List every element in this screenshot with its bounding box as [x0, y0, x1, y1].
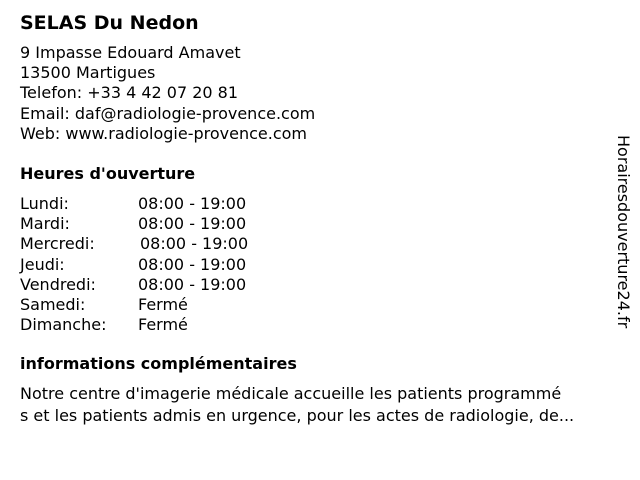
street-address: 9 Impasse Edouard Amavet [20, 43, 241, 62]
website-address: Web: www.radiologie-provence.com [20, 123, 307, 143]
hours-time: Fermé [138, 315, 188, 335]
hours-day: Mardi: [20, 214, 70, 234]
hours-day: Jeudi: [20, 254, 65, 274]
contact-block [20, 43, 315, 144]
phone-number: Telefon: +33 4 42 07 20 81 [20, 83, 239, 103]
hours-day: Mercredi: [20, 234, 95, 254]
hours-time: 08:00 - 19:00 [140, 234, 249, 254]
opening-hours-table [20, 194, 320, 335]
business-name: SELAS Du Nedon [20, 12, 199, 34]
hours-day: Vendredi: [20, 274, 96, 294]
hours-time: 08:00 - 19:00 [138, 214, 247, 234]
description-line: Notre centre d'imagerie médicale accueille les patients programmé [20, 384, 562, 403]
hours-row-tuesday [20, 214, 320, 234]
info-description [20, 383, 622, 427]
hours-row-saturday [20, 295, 320, 315]
hours-heading: Heures d'ouverture [20, 164, 196, 183]
description-line: s et les patients admis en urgence, pour les actes de radiologie, de... [20, 406, 575, 425]
info-heading: informations complémentaires [20, 354, 297, 373]
site-watermark: Horairesdouverture24.fr [614, 135, 633, 329]
hours-row-thursday [20, 255, 320, 275]
hours-time: 08:00 - 19:00 [138, 194, 247, 213]
hours-day: Dimanche: [20, 315, 107, 335]
hours-row-sunday [20, 315, 320, 335]
hours-time: Fermé [138, 294, 188, 314]
hours-day: Samedi: [20, 294, 86, 314]
hours-row-friday [20, 275, 320, 295]
hours-day: Lundi: [20, 194, 69, 213]
hours-time: 08:00 - 19:00 [138, 254, 247, 274]
city-address: 13500 Martigues [20, 63, 156, 83]
hours-row-monday [20, 194, 320, 214]
hours-row-wednesday [20, 234, 320, 254]
email-address: Email: daf@radiologie-provence.com [20, 103, 316, 123]
hours-time: 08:00 - 19:00 [138, 274, 247, 294]
